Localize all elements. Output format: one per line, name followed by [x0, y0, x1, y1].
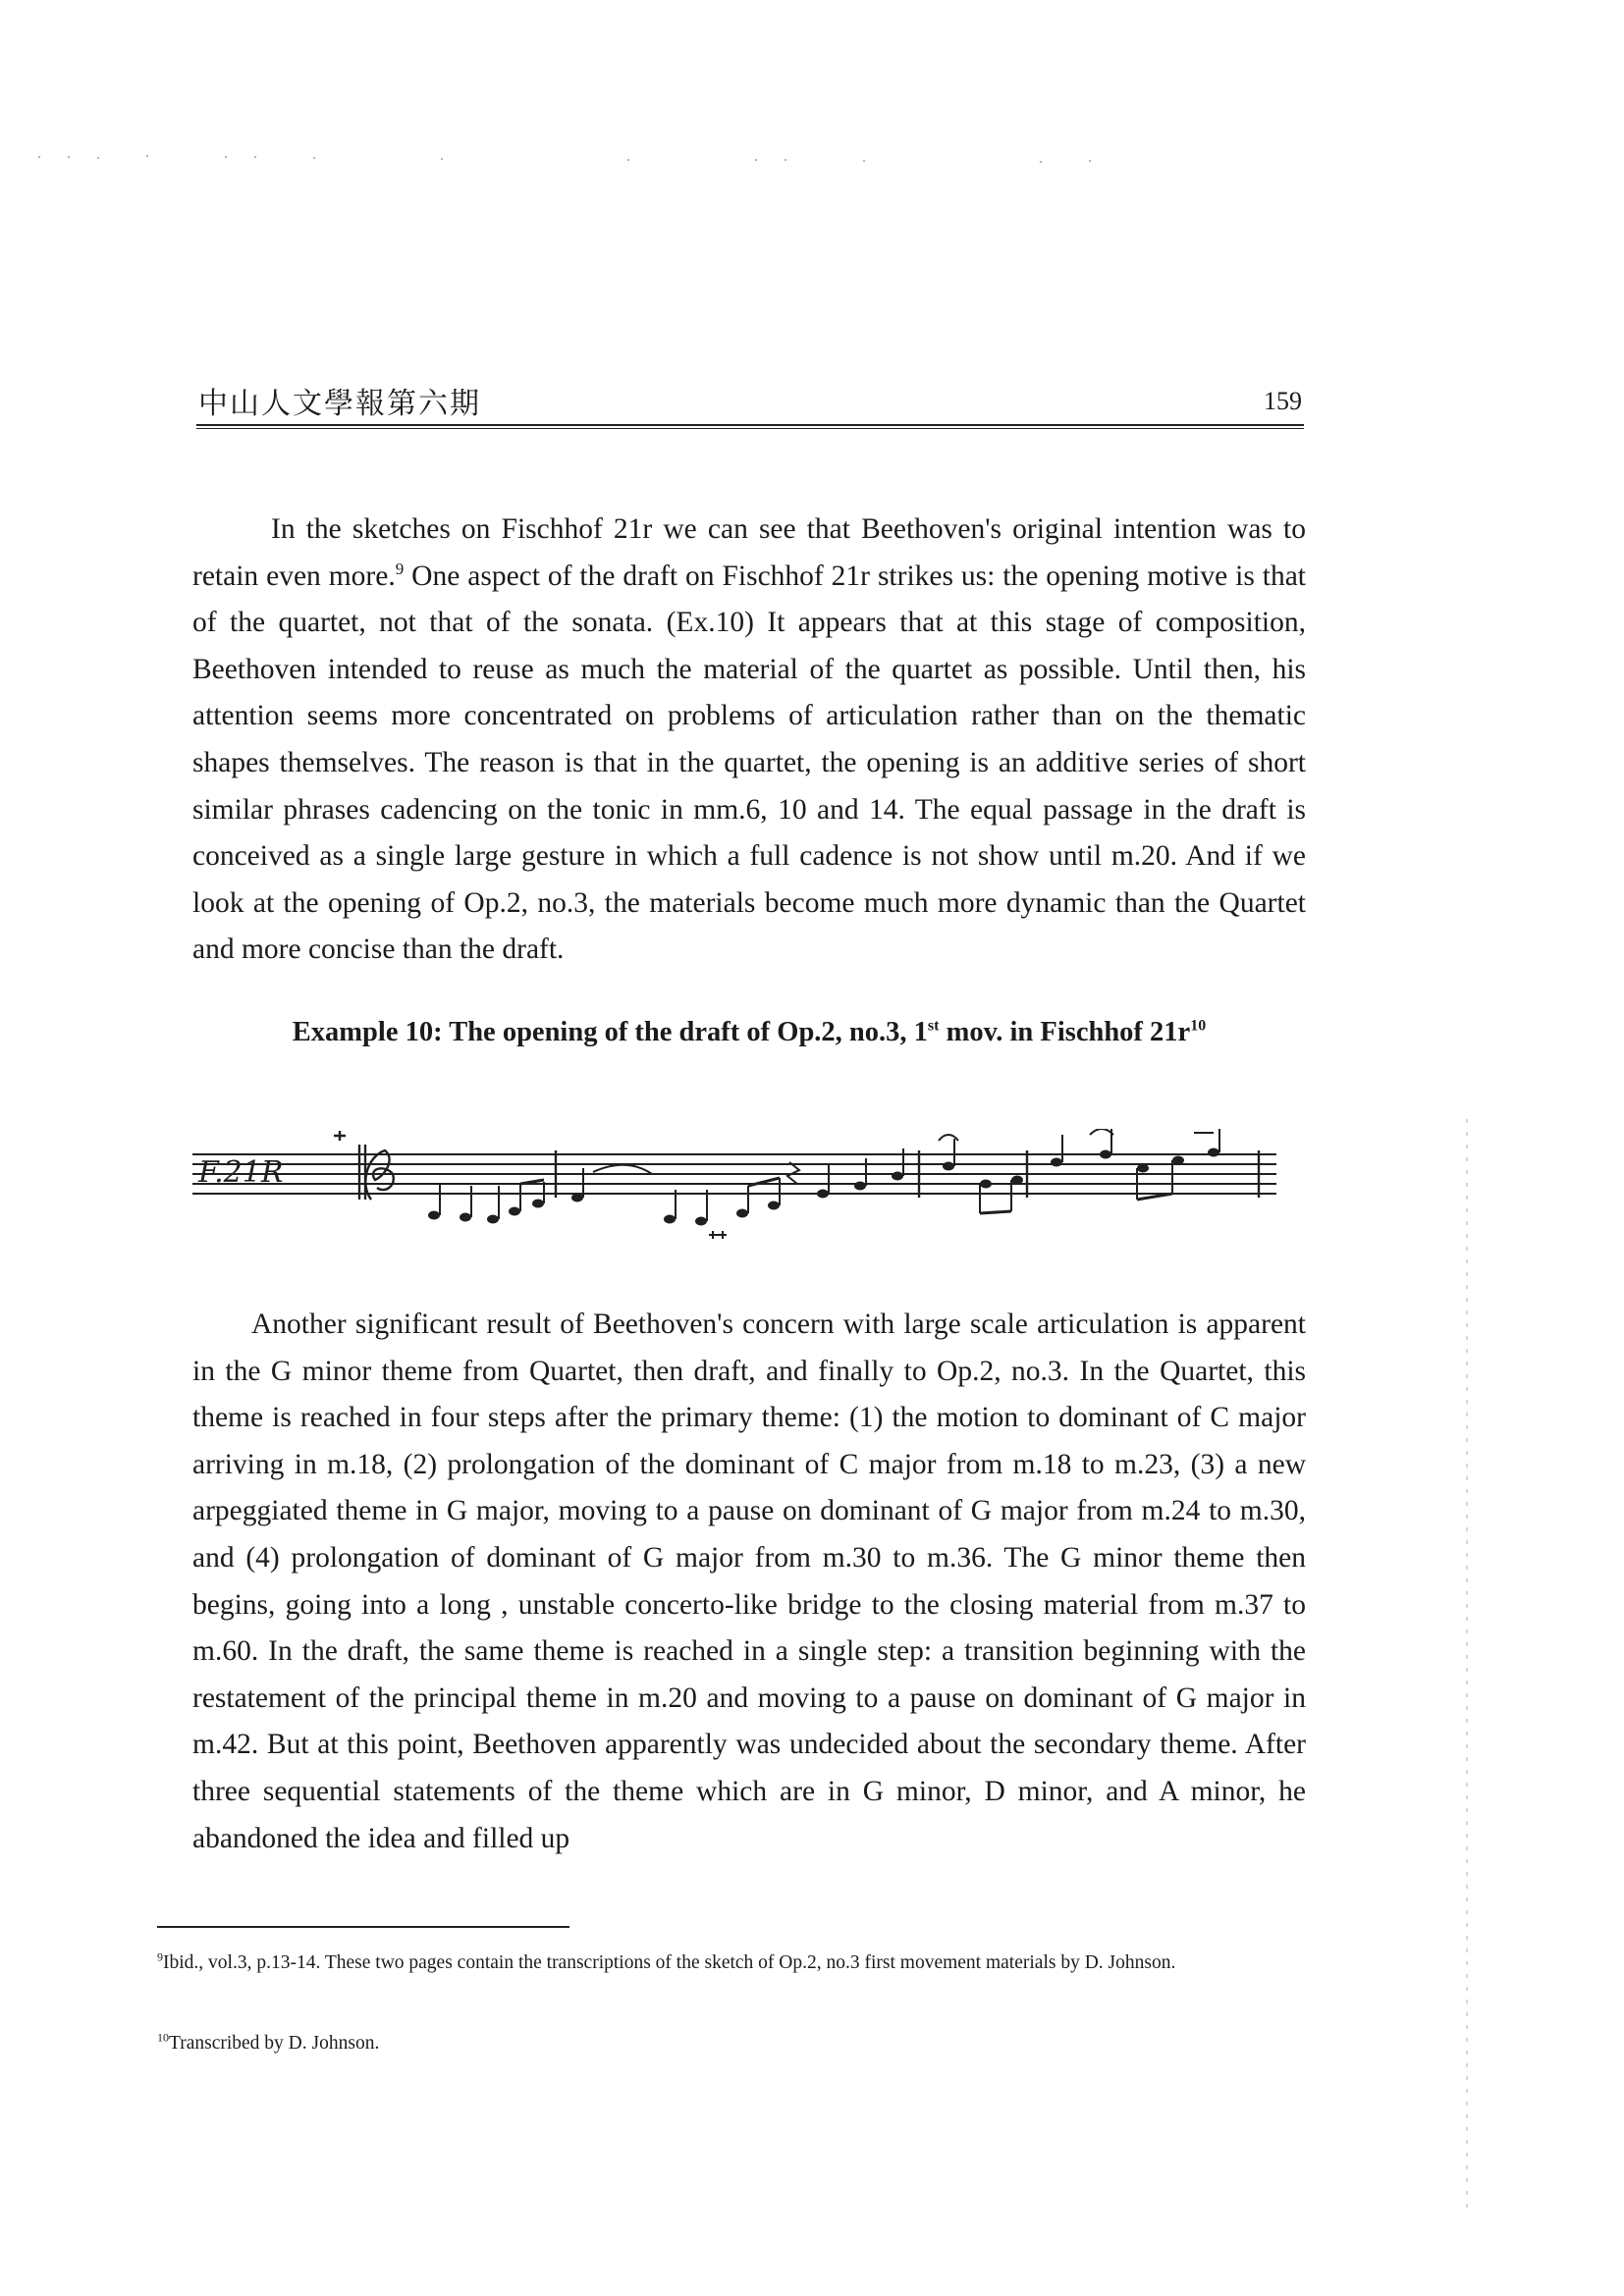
- footnote-ref-10: 10: [1190, 1017, 1207, 1035]
- footnote-9-text: Ibid., vol.3, p.13-14. These two pages contain the transcriptions of the sketch of Op.2, no.3 first movement materials by D. Johnson.: [163, 1952, 1176, 1973]
- staff-lines: [192, 1154, 1276, 1194]
- footnote-10-number: 10: [157, 2030, 169, 2045]
- plus-mark-icon: [334, 1131, 346, 1141]
- note-heads: [428, 1148, 1219, 1226]
- example-caption-ordinal: st: [927, 1017, 940, 1035]
- footnote-9-number: 9: [157, 1949, 163, 1964]
- header-rule: [196, 424, 1304, 426]
- footnote-10-text: Transcribed by D. Johnson.: [169, 2033, 380, 2054]
- footnote-10: [157, 2028, 1276, 2059]
- footnote-ref-9: 9: [395, 559, 405, 578]
- example-caption-text-b: mov. in Fischhof 21r: [939, 1017, 1191, 1047]
- page-number: 159: [1264, 387, 1302, 415]
- music-sketch-figure: [192, 1129, 1276, 1276]
- running-header: [196, 379, 1304, 434]
- footnote-9: [157, 1948, 1276, 1979]
- journal-title: 中山人文學報第六期: [198, 387, 481, 421]
- sketch-label: F.21R: [198, 1155, 284, 1190]
- example-caption: [192, 1017, 1306, 1048]
- header-rule-thin: [196, 428, 1304, 429]
- barlines: [359, 1145, 1259, 1200]
- paragraph-1-text-b: One aspect of the draft on Fischhof 21r strikes us: the opening motive is that of the quartet, not that of the sonata. (Ex.10) It appears that at this stage of composition, Beethoven intended to reuse as much the material of the quartet as possible. Until then, his attention seems more concentrated on problems of articulation rather than on the thematic shapes themselves. The reason is that in the quartet, the opening is an additive series of short similar phrases cadencing on the tonic in mm.6, 10 and 14. The equal passage in the draft is conceived as a single large gesture in which a full cadence is not show until m.20. And if we look at the opening of Op.2, no.3, the materials become much more dynamic than the Quartet and more concise than the draft.: [192, 560, 1306, 966]
- paragraph-2: Another significant result of Beethoven's concern with large scale articulation is apparent in the G minor theme from Quartet, then draft, and finally to Op.2, no.3. In the Quartet, this theme is reached in four steps after the primary theme: (1) the motion to dominant of C major arriving in m.18, (2) prolongation of the dominant of C major from m.18 to m.23, (3) a new arpeggiated theme in G major, moving to a pause on dominant of G major from m.24 to m.30, and (4) prolongation of dominant of G major from m.30 to m.36. The G minor theme then begins, going into a long , unstable concerto-like bridge to the closing material from m.37 to m.60. In the draft, the same theme is reached in a single step: a transition beginning with the restatement of the principal theme in m.20 and moving to a pause on dominant of G major in m.42. But at this point, Beethoven apparently was undecided about the secondary theme. After three sequential statements of the theme which are in G minor, D minor, and A minor, he abandoned the idea and filled up: [192, 1308, 1306, 1854]
- paragraph-1: [192, 507, 1306, 974]
- paragraph-1-text-a: In the sketches on Fischhof 21r we can see that Beethoven's original intention was to retain even more.: [192, 513, 1306, 592]
- footnote-rule: [157, 1926, 569, 1928]
- example-caption-text-a: Example 10: The opening of the draft of Op.2, no.3, 1: [292, 1017, 928, 1047]
